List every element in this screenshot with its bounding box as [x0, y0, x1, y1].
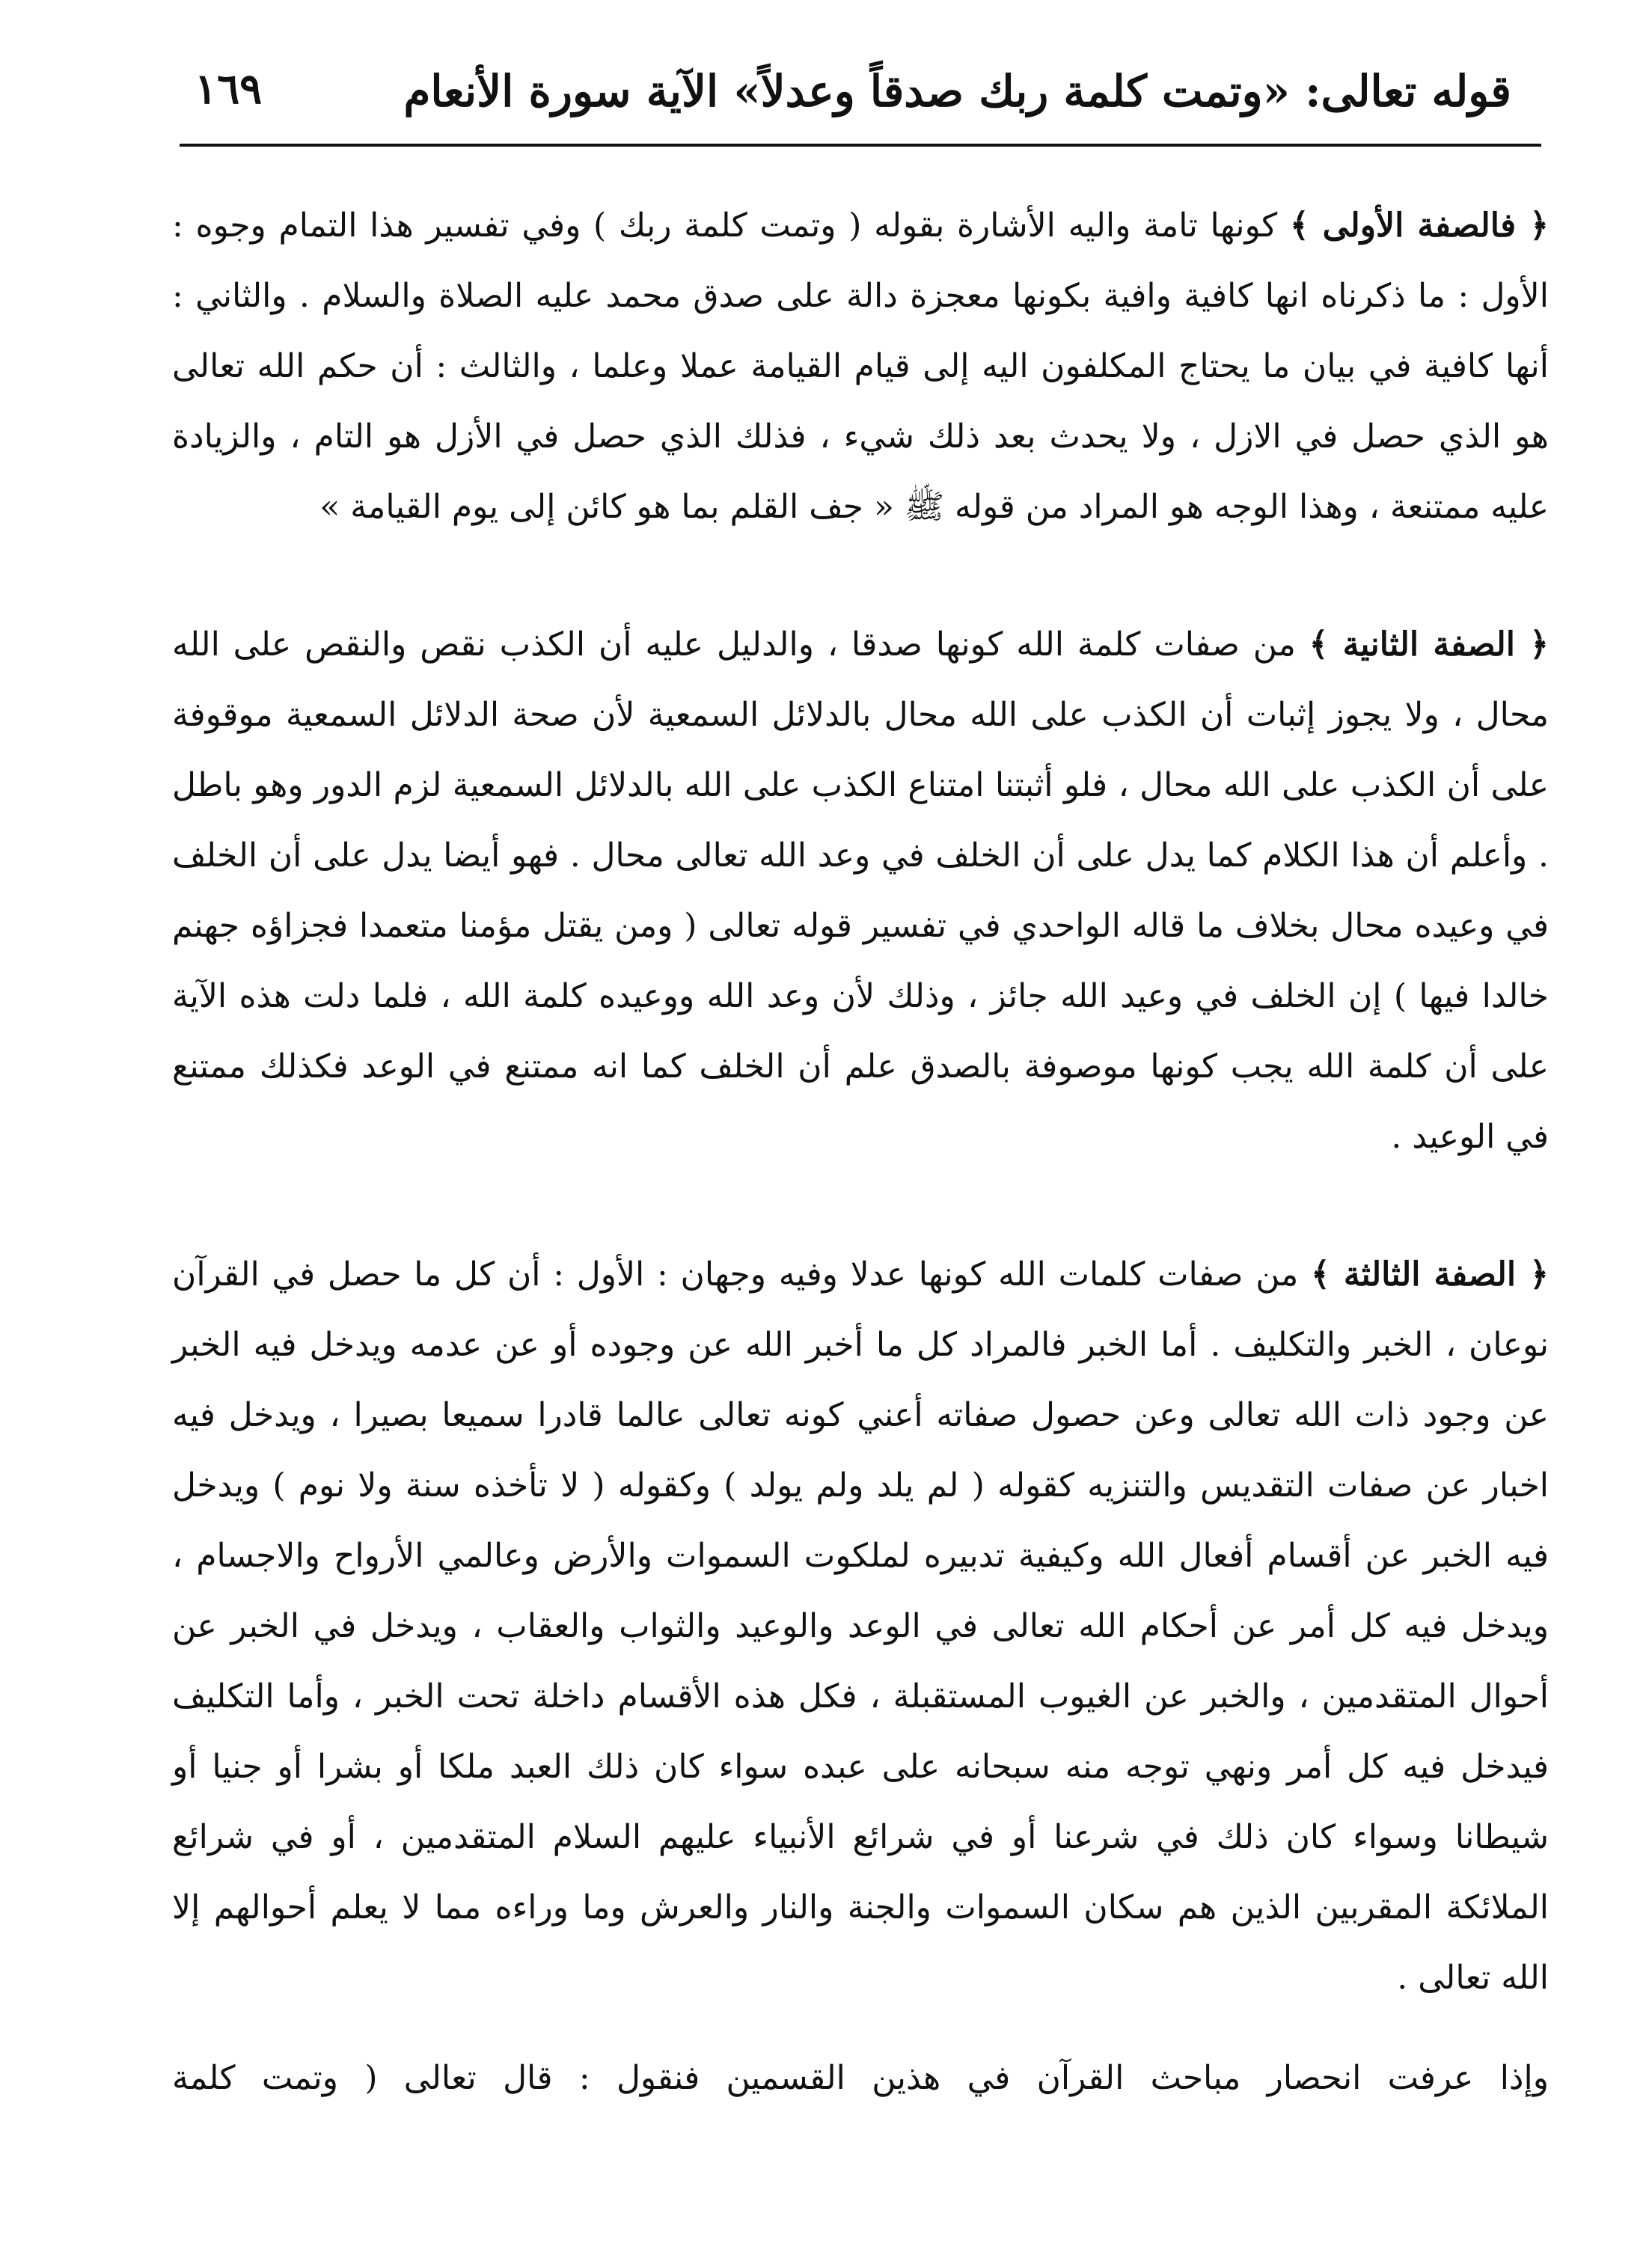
- paragraph-text: وإذا عرفت انحصار مباحث القرآن في هذين القسمين فنقول : قال تعالى ( وتمت كلمة: [172, 2059, 1549, 2097]
- paragraph-continuation: [172, 2043, 1549, 2114]
- paragraph-gap: [172, 542, 1549, 610]
- running-title: قوله تعالى: «وتمت كلمة ربك صدقاً وعدلاً» الآية سورة الأنعام: [403, 66, 1511, 117]
- page-header: [172, 52, 1541, 135]
- section-heading: ﴿ الصفة الثانية ﴾: [1309, 625, 1549, 664]
- paragraph-first-attribute: [172, 191, 1549, 542]
- paragraph-third-attribute: [172, 1240, 1549, 2013]
- section-heading: ﴿ الصفة الثالثة ﴾: [1311, 1255, 1549, 1294]
- header-rule: [180, 144, 1541, 147]
- section-heading: ﴿ فالصفة الأولى ﴾: [1289, 206, 1549, 245]
- paragraph-gap: [172, 1172, 1549, 1240]
- page-number: ١٦٩: [195, 64, 263, 114]
- paragraph-second-attribute: [172, 610, 1549, 1172]
- paragraph-text: من صفات كلمة الله كونها صدقا ، والدليل عليه أن الكذب نقص والنقص على الله محال ، ولا يجوز إثبات أن الكذب على الله محال بالدلائل السمعية لأن صحة الدلائل السمعية موقوفة على أن الكذب على الله محال ، فلو أثبتنا امتناع الكذب على الله بالدلائل السمعية لزم الدور وهو باطل . وأعلم أن هذا الكلام كما يدل على أن الخلف في وعد الله تعالى محال . فهو أيضا يدل على أن الخلف في وعيده محال بخلاف ما قاله الواحدي في تفسير قوله تعالى ( ومن يقتل مؤمنا متعمدا فجزاؤه جهنم خالدا فيها ) إن الخلف في وعيد الله جائز ، وذلك لأن وعد الله ووعيده كلمة الله ، فلما دلت هذه الآية على أن كلمة الله يجب كونها موصوفة بالصدق علم أن الخلف كما انه ممتنع في الوعد فكذلك ممتنع في الوعيد .: [172, 625, 1549, 1156]
- paragraph-text: من صفات كلمات الله كونها عدلا وفيه وجهان : الأول : أن كل ما حصل في القرآن نوعان ، الخبر والتكليف . أما الخبر فالمراد كل ما أخبر الله عن وجوده أو عن عدمه ويدخل فيه الخبر عن وجود ذات الله تعالى وعن حصول صفاته أعني كونه تعالى عالما قادرا سميعا بصيرا ، ويدخل فيه اخبار عن صفات التقديس والتنزيه كقوله ( لم يلد ولم يولد ) وكقوله ( لا تأخذه سنة ولا نوم ) ويدخل فيه الخبر عن أقسام أفعال الله وكيفية تدبيره لملكوت السموات والأرض وعالمي الأرواح والاجسام ، ويدخل فيه كل أمر عن أحكام الله تعالى في الوعد والوعيد والثواب والعقاب ، ويدخل في الخبر عن أحوال المتقدمين ، والخبر عن الغيوب المستقبلة ، فكل هذه الأقسام داخلة تحت الخبر ، وأما التكليف فيدخل فيه كل أمر ونهي توجه منه سبحانه على عبده سواء كان ذلك العبد ملكا أو بشرا أو جنيا أو شيطانا وسواء كان ذلك في شرعنا أو في شرائع الأنبياء عليهم السلام المتقدمين ، أو في شرائع الملائكة المقربين الذين هم سكان السموات والجنة والنار والعرش وما وراءه مما لا يعلم أحوالهم إلا الله تعالى .: [172, 1255, 1549, 1997]
- paragraph-gap: [172, 2013, 1549, 2043]
- paragraph-text: كونها تامة واليه الأشارة بقوله ( وتمت كلمة ربك ) وفي تفسير هذا التمام وجوه : الأول : ما ذكرناه انها كافية وافية بكونها معجزة دالة على صدق محمد عليه الصلاة والسلام . والثاني : أنها كافية في بيان ما يحتاج المكلفون اليه إلى قيام القيامة عملا وعلما ، والثالث : أن حكم الله تعالى هو الذي حصل في الازل ، ولا يحدث بعد ذلك شيء ، فذلك الذي حصل في الأزل هو التام ، والزيادة عليه ممتنعة ، وهذا الوجه هو المراد من قوله ﷺ « جف القلم بما هو كائن إلى يوم القيامة »: [172, 206, 1549, 526]
- body-text: [172, 191, 1549, 2114]
